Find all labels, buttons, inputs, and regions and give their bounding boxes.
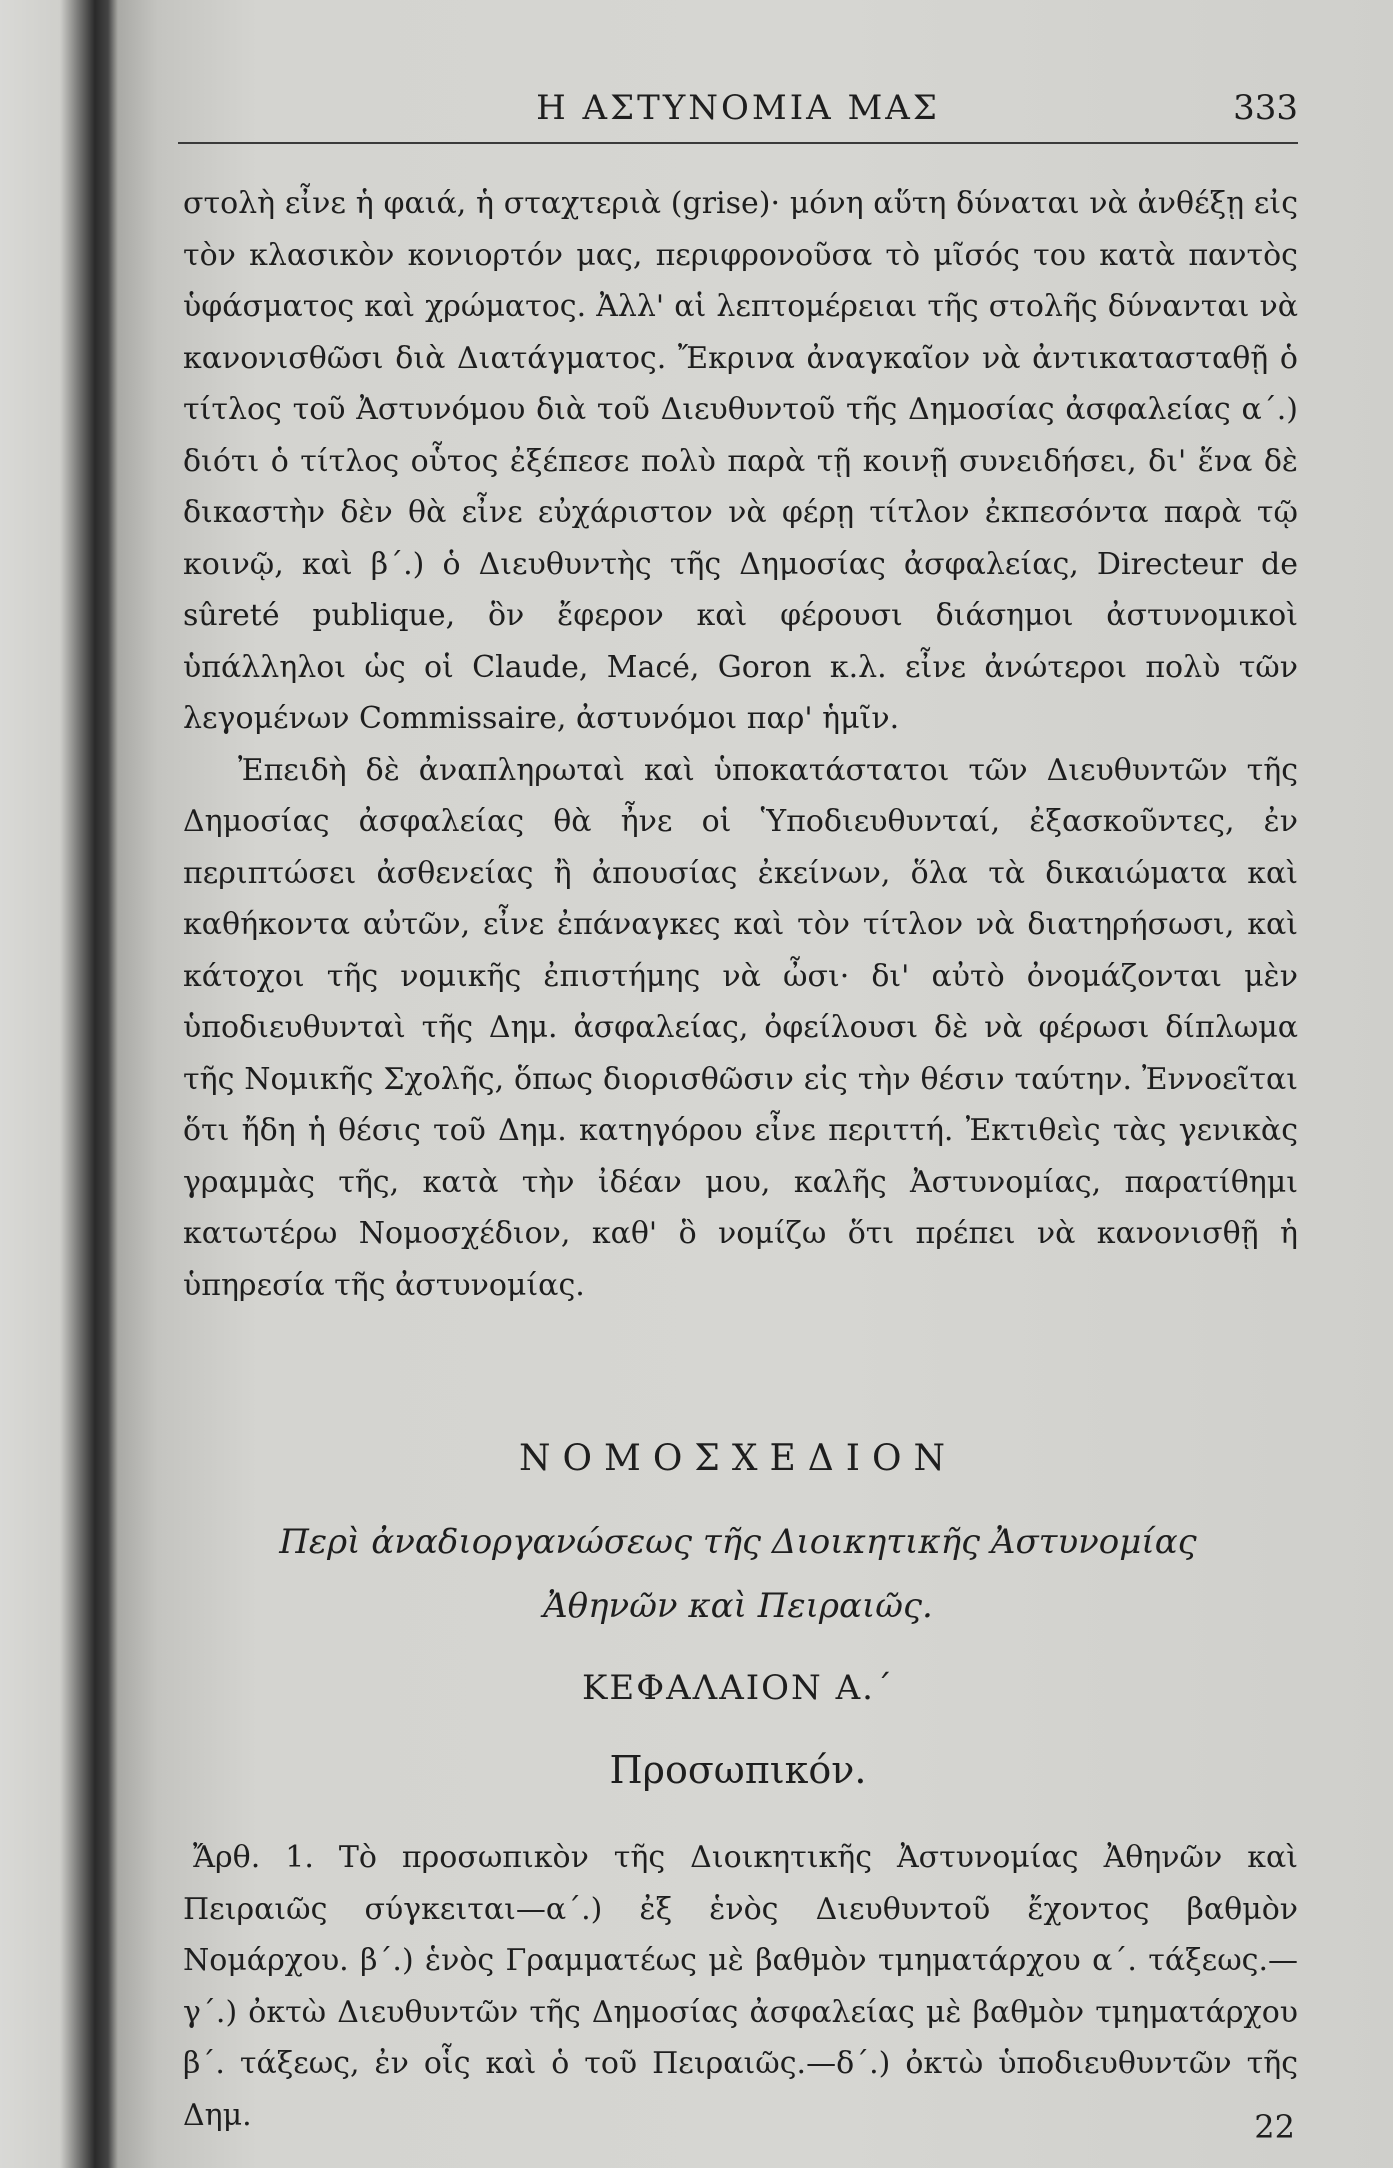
bill-subtitle [178, 1510, 1298, 1638]
article-1: Ἄρθ. 1. Τὸ προσωπικὸν τῆς Διοικητικῆς Ἀστυνομίας Ἀθηνῶν καὶ Πειραιῶς σύγκειται—α΄.) ἐξ ἑνὸς Διευθυντοῦ ἔχοντος βαθμὸν Νομάρχου. β΄.) ἑνὸς Γραμματέως μὲ βαθμὸν τμηματάρχου α΄. τάξεως.—γ΄.) ὀκτὼ Διευθυντῶν τῆς Δημοσίας ἀσφαλείας μὲ βαθμὸν τμηματάρχου β΄. τάξεως, ἐν οἷς καὶ ὁ τοῦ Πειραιῶς.—δ΄.) ὀκτὼ ὑποδιευθυντῶν τῆς Δημ. [183, 1840, 1298, 2133]
running-title: Η ΑΣΤΥΝΟΜΙΑ ΜΑΣ [536, 88, 940, 128]
header-rule [178, 142, 1298, 144]
paragraph: Ἐπειδὴ δὲ ἀναπληρωταὶ καὶ ὑποκατάστατοι τῶν Διευθυντῶν τῆς Δημοσίας ἀσφαλείας θὰ ἦνε οἱ Ὑποδιευθυνταί, ἐξασκοῦντες, ἐν περιπτώσει ἀσθενείας ἢ ἀπουσίας ἐκείνων, ὅλα τὰ δικαιώματα καὶ καθήκοντα αὐτῶν, εἶνε ἐπάναγκες καὶ τὸν τίτλον νὰ διατηρήσωσι, καὶ κάτοχοι τῆς νομικῆς ἐπιστήμης νὰ ὦσι· δι' αὐτὸ ὀνομάζονται μὲν ὑποδιευθυνταὶ τῆς Δημ. ἀσφαλείας, ὀφείλουσι δὲ νὰ φέρωσι δίπλωμα τῆς Νομικῆς Σχολῆς, ὅπως διορισθῶσιν εἰς τὴν θέσιν ταύτην. Ἐννοεῖται ὅτι ἤδη ἡ θέσις τοῦ Δημ. κατηγόρου εἶνε περιττή. Ἐκτιθεὶς τὰς γενικὰς γραμμὰς τῆς, κατὰ τὴν ἰδέαν μου, καλῆς Ἀστυνομίας, παρατίθημι κατωτέρω Νομοσχέδιον, καθ' ὃ νομίζω ὅτι πρέπει νὰ κανονισθῇ ἡ ὑπηρεσία τῆς ἀστυνομίας. [183, 752, 1298, 1303]
bill-subtitle-line: Περὶ ἀναδιοργανώσεως τῆς Διοικητικῆς Ἀστυνομίας [279, 1522, 1197, 1562]
page-number: 333 [1233, 88, 1298, 128]
page-header [178, 88, 1298, 134]
paragraph: στολὴ εἶνε ἡ φαιά, ἡ σταχτεριὰ (grise)· μόνη αὕτη δύναται νὰ ἀνθέξῃ εἰς τὸν κλασικὸν κονιορτόν μας, περιφρονοῦσα τὸ μῖσός του κατὰ παντὸς ὑφάσματος καὶ χρώματος. Ἀλλ' αἱ λεπτομέρειαι τῆς στολῆς δύνανται νὰ κανονισθῶσι διὰ Διατάγματος. Ἔκρινα ἀναγκαῖον νὰ ἀντικατασταθῇ ὁ τίτλος τοῦ Ἀστυνόμου διὰ τοῦ Διευθυντοῦ τῆς Δημοσίας ἀσφαλείας α΄.) διότι ὁ τίτλος οὗτος ἐξέπεσε πολὺ παρὰ τῇ κοινῇ συνειδήσει, δι' ἕνα δὲ δικαστὴν δὲν θὰ εἶνε εὐχάριστον νὰ φέρῃ τίτλον ἐκπεσόντα παρὰ τῷ κοινῷ, καὶ β΄.) ὁ Διευθυντὴς τῆς Δημοσίας ἀσφαλείας, Directeur de sûreté publique, ὃν ἔφερον καὶ φέρουσι διάσημοι ἀστυνομικοὶ ὑπάλληλοι ὡς οἱ Claude, Macé, Goron κ.λ. εἶνε ἀνώτεροι πολὺ τῶν λεγομένων Commissaire, ἀστυνόμοι παρ' ἡμῖν. [183, 186, 1298, 736]
book-binding-edge [0, 0, 120, 2168]
signature-mark: 22 [1254, 2108, 1295, 2146]
chapter-title: Προσωπικόν. [609, 1748, 867, 1792]
bill-subtitle-line: Ἀθηνῶν καὶ Πειραιῶς. [543, 1586, 933, 1626]
chapter-heading: ΚΕΦΑΛΑΙΟΝ Α.΄ [582, 1668, 894, 1708]
body-text [183, 178, 1298, 1311]
book-page [118, 0, 1393, 2168]
bill-title: ΝΟΜΟΣΧΕΔΙΟΝ [519, 1438, 957, 1479]
